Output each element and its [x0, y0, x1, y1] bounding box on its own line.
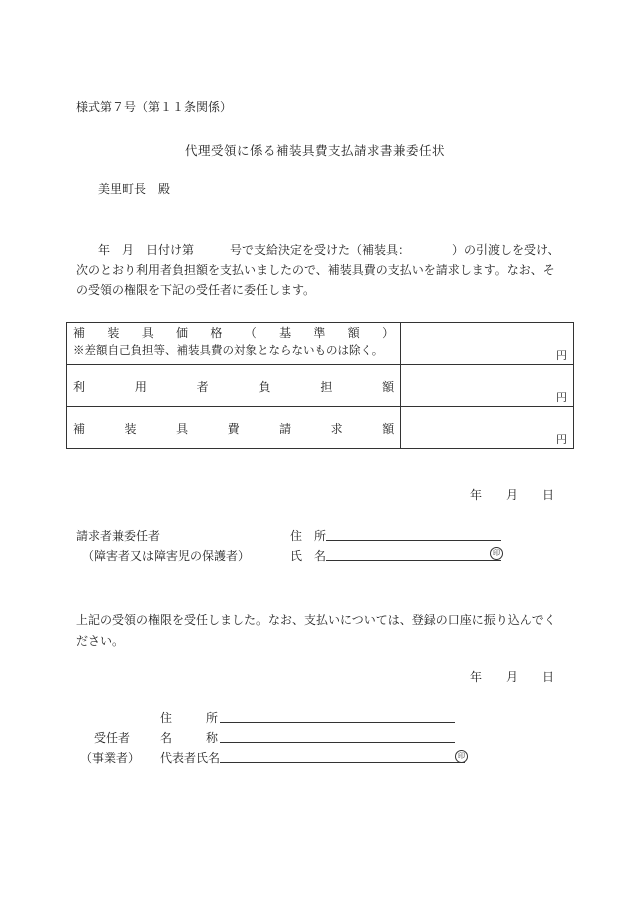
- date-day: 日: [541, 488, 554, 502]
- delegate-address-field[interactable]: [220, 722, 455, 723]
- date-month: 月: [505, 488, 518, 502]
- label-char: 名: [160, 731, 173, 745]
- acceptance-date: [470, 669, 554, 685]
- delegate-role-sub: （事業者）: [80, 751, 141, 765]
- intro-line-1: 年 月 日付け第 号で支給決定を受けた（補装具： ）の引渡しを受け、: [98, 243, 560, 257]
- label-char: 準: [313, 326, 326, 340]
- label-char: 装: [107, 326, 120, 340]
- form-number: 様式第７号（第１１条関係）: [76, 100, 233, 114]
- table-row: [67, 323, 574, 365]
- price-label-cell: [67, 323, 401, 365]
- price-label: [73, 325, 394, 342]
- claim-amount-value-cell[interactable]: [401, 407, 574, 449]
- delegate-role: 受任者: [94, 731, 131, 745]
- label-char: 負: [258, 380, 271, 394]
- label-char: 住: [160, 711, 173, 725]
- label-char: 額: [382, 380, 395, 394]
- delegate-name-field[interactable]: [220, 742, 455, 743]
- seal-mark: 印: [490, 547, 503, 560]
- applicant-name-label: 氏 名: [290, 549, 327, 563]
- label-char: 者: [196, 380, 209, 394]
- applicant-name-field[interactable]: [326, 560, 501, 561]
- user-burden-value-cell[interactable]: [401, 365, 574, 407]
- label-char: 基: [279, 326, 292, 340]
- price-value-cell[interactable]: [401, 323, 574, 365]
- intro-line-2: 次のとおり利用者負担額を支払いましたので、補装具費の支払いを請求します。なお、そ: [76, 263, 555, 277]
- label-char: 費: [227, 422, 240, 436]
- label-char: 格: [210, 326, 223, 340]
- label-char: 装: [124, 422, 137, 436]
- label-char: 補: [73, 326, 86, 340]
- label-char: 価: [176, 326, 189, 340]
- label-char: （: [244, 326, 257, 340]
- claim-amount-label: [73, 421, 394, 438]
- user-burden-label: [73, 379, 394, 396]
- label-char: 求: [330, 422, 343, 436]
- applicant-address-label: 住 所: [290, 529, 327, 543]
- applicant-role-sub: （障害者又は障害児の保護者）: [82, 549, 251, 563]
- delegate-address-label: [160, 710, 218, 726]
- yen-unit: 円: [556, 391, 567, 404]
- label-char: 補: [73, 422, 86, 436]
- label-char: 称: [205, 731, 218, 745]
- user-burden-label-cell: [67, 365, 401, 407]
- addressee: 美里町長 殿: [98, 182, 171, 196]
- date-month: 月: [505, 670, 518, 684]
- yen-unit: 円: [556, 349, 567, 362]
- label-char: 額: [382, 422, 395, 436]
- label-char: 担: [320, 380, 333, 394]
- table-row: [67, 365, 574, 407]
- request-date: [470, 487, 554, 503]
- label-char: 利: [73, 380, 86, 394]
- acceptance-paragraph: [76, 610, 566, 652]
- date-day: 日: [541, 670, 554, 684]
- applicant-address-field[interactable]: [326, 540, 501, 541]
- yen-unit: 円: [556, 433, 567, 446]
- label-char: 請: [279, 422, 292, 436]
- document-title: 代理受領に係る補装具費支払請求書兼委任状: [184, 143, 445, 158]
- label-char: ）: [382, 326, 395, 340]
- applicant-role: 請求者兼委任者: [76, 529, 161, 543]
- delegate-name-label: [160, 730, 218, 746]
- seal-mark: 印: [455, 750, 468, 763]
- acceptance-line-1: 上記の受領の権限を受任しました。なお、支払いについては、登録の口座に振り込んでく: [76, 613, 556, 627]
- price-note: ※差額自己負担等、補装具費の対象とならないものは除く。: [73, 343, 384, 357]
- label-char: 用: [134, 380, 147, 394]
- amount-table: [66, 322, 574, 449]
- intro-line-3: の受領の権限を下記の受任者に委任します。: [76, 283, 316, 297]
- label-char: 具: [176, 422, 189, 436]
- acceptance-line-2: ださい。: [76, 634, 125, 648]
- label-char: 所: [205, 711, 218, 725]
- label-char: 具: [141, 326, 154, 340]
- label-char: 額: [347, 326, 360, 340]
- representative-label: 代表者氏名: [160, 751, 221, 765]
- representative-name-field[interactable]: [220, 762, 465, 763]
- date-year: 年: [469, 488, 482, 502]
- date-year: 年: [469, 670, 482, 684]
- table-row: [67, 407, 574, 449]
- intro-paragraph: [76, 240, 566, 300]
- claim-amount-label-cell: [67, 407, 401, 449]
